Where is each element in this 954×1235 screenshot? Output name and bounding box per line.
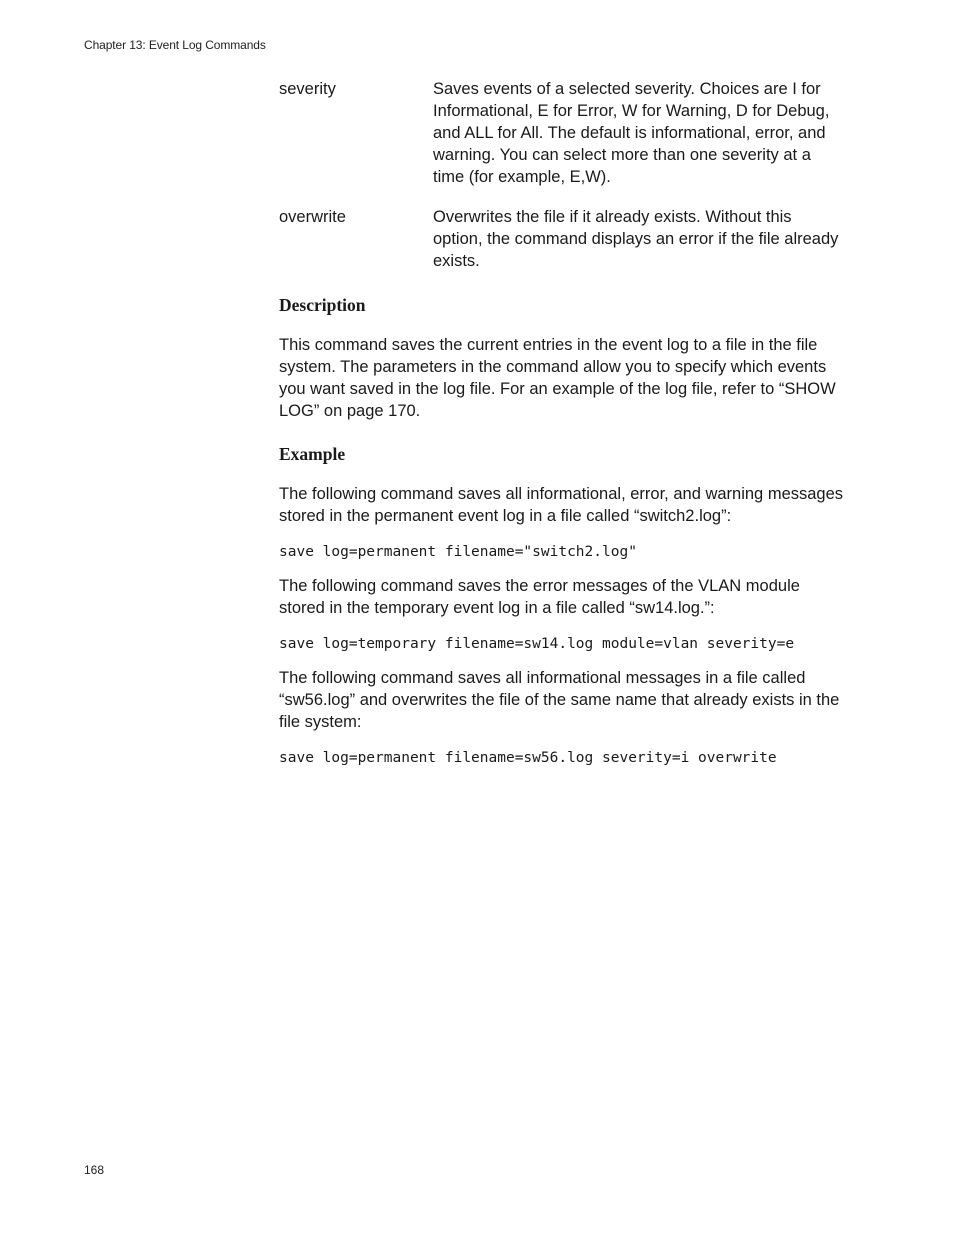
example-text-3: The following command saves all informational messages in a file called “sw56.log” and overwrites the file of the same name that already exists in the file system:	[279, 669, 840, 731]
description-text: This command saves the current entries in the event log to a file in the file system. The parameters in the command allow you to specify which events you want saved in the log file. For an example of the log file, refer to “SHOW LOG” on page 170.	[279, 336, 836, 420]
example-text-1: The following command saves all informational, error, and warning messages stored in the permanent event log in a file called “switch2.log”:	[279, 485, 844, 525]
example-code-2: save log=temporary filename=sw14.log module=vlan severity=e	[279, 636, 795, 652]
parameter-row-severity	[279, 78, 844, 188]
parameter-name: severity	[279, 80, 336, 98]
parameter-description: Saves events of a selected severity. Choices are I for Informational, E for Error, W for Warning, D for Debug, and ALL for All. The default is informational, error, and warning. You can select more than one severity at a time (for example, E,W).	[433, 80, 830, 186]
description-heading: Description	[279, 295, 366, 315]
page-number: 168	[84, 1163, 105, 1177]
page-content	[279, 78, 844, 766]
example-code-3: save log=permanent filename=sw56.log severity=i overwrite	[279, 750, 777, 766]
example-code-1: save log=permanent filename="switch2.log"	[279, 544, 637, 560]
parameter-name: overwrite	[279, 208, 346, 226]
parameter-row-overwrite	[279, 206, 844, 272]
running-head: Chapter 13: Event Log Commands	[84, 38, 266, 52]
parameter-description: Overwrites the file if it already exists. Without this option, the command displays an error if the file already exists.	[433, 208, 839, 270]
parameter-list	[279, 78, 844, 272]
example-heading: Example	[279, 444, 346, 464]
example-text-2: The following command saves the error messages of the VLAN module stored in the temporary event log in a file called “sw14.log.”:	[279, 577, 800, 617]
